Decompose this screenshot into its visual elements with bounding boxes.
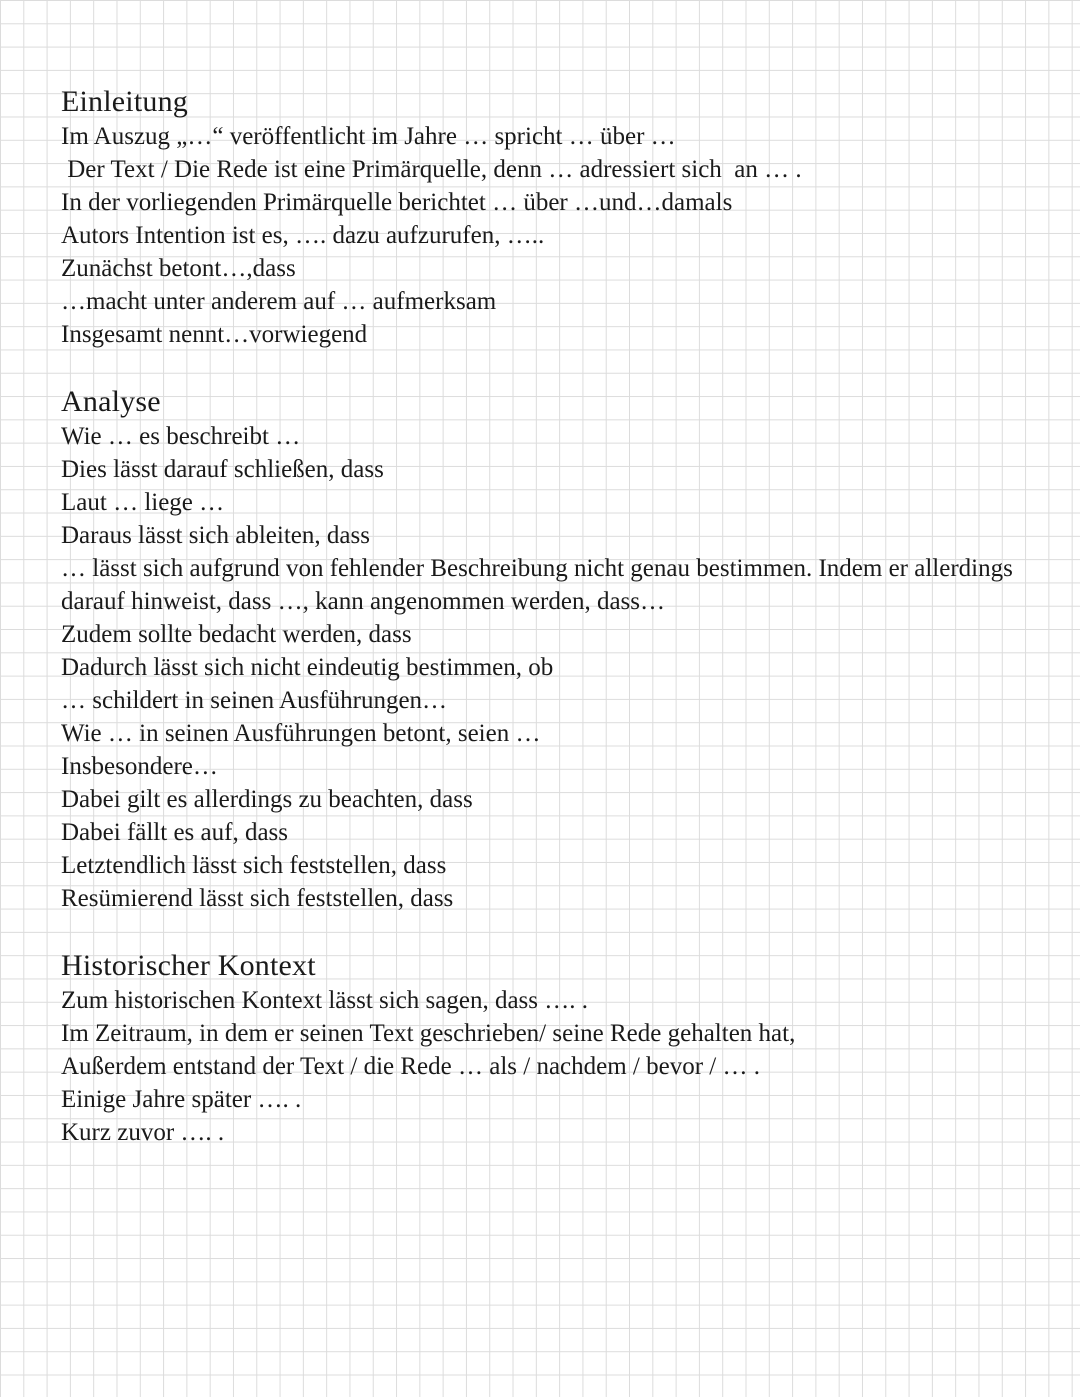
text-line: Im Zeitraum, in dem er seinen Text geschrieben/ seine Rede gehalten hat, (61, 1020, 796, 1047)
text-line: Einige Jahre später …. . (61, 1086, 302, 1113)
section-heading: Historischer Kontext (61, 949, 316, 982)
text-line: Wie … in seinen Ausführungen betont, seien … (61, 720, 541, 747)
text-line: …macht unter anderem auf … aufmerksam (61, 288, 497, 315)
text-line: Autors Intention ist es, …. dazu aufzurufen, ….. (61, 222, 545, 249)
text-line: Zum historischen Kontext lässt sich sagen, dass …. . (61, 987, 589, 1014)
text-line: Insbesondere… (61, 753, 218, 780)
text-line: Dabei fällt es auf, dass (61, 819, 289, 846)
text-line: Letztendlich lässt sich feststellen, dass (61, 852, 447, 879)
text-line: Wie … es beschreibt … (61, 423, 301, 450)
text-line: Zudem sollte bedacht werden, dass (61, 621, 412, 648)
text-line: Dies lässt darauf schließen, dass (61, 456, 384, 483)
text-line: Außerdem entstand der Text / die Rede … als / nachdem / bevor / … . (61, 1053, 760, 1080)
text-line: Insgesamt nennt…vorwiegend (61, 321, 368, 348)
text-line: Kurz zuvor …. . (61, 1119, 225, 1146)
text-line: Dadurch lässt sich nicht eindeutig bestimmen, ob (61, 654, 554, 681)
text-line: Resümierend lässt sich feststellen, dass (61, 885, 454, 912)
text-line: Zunächst betont…,dass (61, 255, 296, 282)
section-einleitung (61, 84, 1051, 351)
text-line: Dabei gilt es allerdings zu beachten, dass (61, 786, 473, 813)
section-historischer-kontext (61, 948, 1051, 1149)
text-line: Der Text / Die Rede ist eine Primärquelle, denn … adressiert sich an … . (61, 156, 802, 183)
text-line: Im Auszug „…“ veröffentlicht im Jahre … spricht … über … (61, 123, 676, 150)
document-body (61, 84, 1051, 1149)
section-analyse (61, 384, 1051, 915)
text-line: Daraus lässt sich ableiten, dass (61, 522, 370, 549)
section-heading: Analyse (61, 385, 161, 418)
text-line: … lässt sich aufgrund von fehlender Beschreibung nicht genau bestimmen. Indem er allerdings darauf hinweist, dass …, kann angenommen werden, dass… (61, 555, 1020, 615)
text-line: In der vorliegenden Primärquelle berichtet … über …und…damals (61, 189, 733, 216)
text-line: … schildert in seinen Ausführungen… (61, 687, 448, 714)
section-heading: Einleitung (61, 85, 188, 118)
text-line: Laut … liege … (61, 489, 225, 516)
